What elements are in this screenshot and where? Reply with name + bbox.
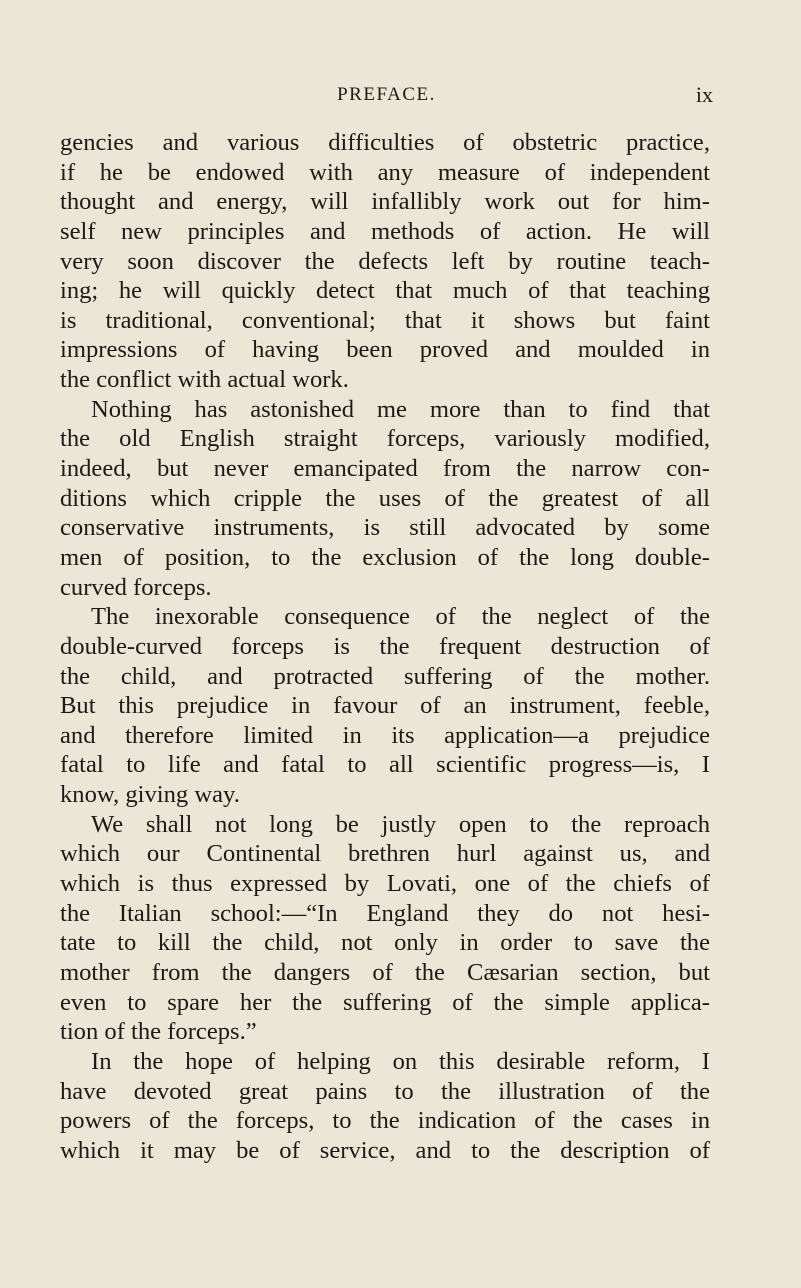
text-line: double-curved forceps is the frequent destruction of [60, 632, 710, 660]
text-line: In the hope of helping on this desirable reform, I [91, 1047, 710, 1075]
text-line: the Italian school:—“In England they do not hesi- [60, 899, 710, 927]
body-text [60, 128, 710, 1165]
text-line: know, giving way. [60, 781, 240, 809]
text-line: tate to kill the child, not only in order to save the [60, 929, 710, 957]
text-line: The inexorable consequence of the neglect of the [91, 603, 710, 631]
text-line: thought and energy, will infallibly work out for him- [60, 188, 710, 216]
text-line: fatal to life and fatal to all scientific progress—is, I [60, 751, 710, 779]
text-line: the child, and protracted suffering of the mother. [60, 662, 710, 690]
text-line: But this prejudice in favour of an instrument, feeble, [60, 692, 710, 720]
text-line: the conflict with actual work. [60, 366, 349, 394]
text-line: men of position, to the exclusion of the long double- [60, 543, 710, 571]
text-line: mother from the dangers of the Cæsarian section, but [60, 958, 710, 986]
text-line: which our Continental brethren hurl against us, and [60, 840, 710, 868]
text-line: We shall not long be justly open to the reproach [91, 810, 710, 838]
text-line: which it may be of service, and to the description of [60, 1136, 710, 1164]
text-line: is traditional, conventional; that it shows but faint [60, 306, 710, 334]
text-line: indeed, but never emancipated from the narrow con- [60, 455, 710, 483]
text-line: conservative instruments, is still advocated by some [60, 514, 710, 542]
text-line: the old English straight forceps, variously modified, [60, 425, 710, 453]
text-line: even to spare her the suffering of the simple applica- [60, 988, 710, 1016]
text-line: curved forceps. [60, 573, 212, 601]
text-line: tion of the forceps.” [60, 1018, 257, 1046]
text-line: very soon discover the defects left by routine teach- [60, 247, 710, 275]
paragraph [60, 128, 710, 395]
text-line: powers of the forceps, to the indication of the cases in [60, 1107, 710, 1135]
text-line: gencies and various difficulties of obstetric practice, [60, 129, 710, 156]
paragraph [60, 1047, 710, 1166]
text-line: ing; he will quickly detect that much of that teaching [60, 277, 710, 305]
page-number: ix [695, 82, 713, 107]
text-line: which is thus expressed by Lovati, one of the chiefs of [60, 870, 710, 898]
text-line: self new principles and methods of action. He will [60, 217, 710, 245]
paragraph [60, 810, 710, 1047]
text-line: impressions of having been proved and moulded in [60, 336, 710, 364]
paragraph [60, 602, 710, 809]
text-line: and therefore limited in its application—a prejudice [60, 721, 710, 749]
text-line: Nothing has astonished me more than to find that [91, 395, 710, 423]
text-line: have devoted great pains to the illustration of the [60, 1077, 710, 1105]
running-head [60, 84, 713, 108]
text-line: if he be endowed with any measure of independent [60, 158, 710, 186]
running-head-title: PREFACE. [337, 84, 436, 105]
paragraph [60, 395, 710, 602]
text-line: ditions which cripple the uses of the greatest of all [60, 484, 710, 512]
